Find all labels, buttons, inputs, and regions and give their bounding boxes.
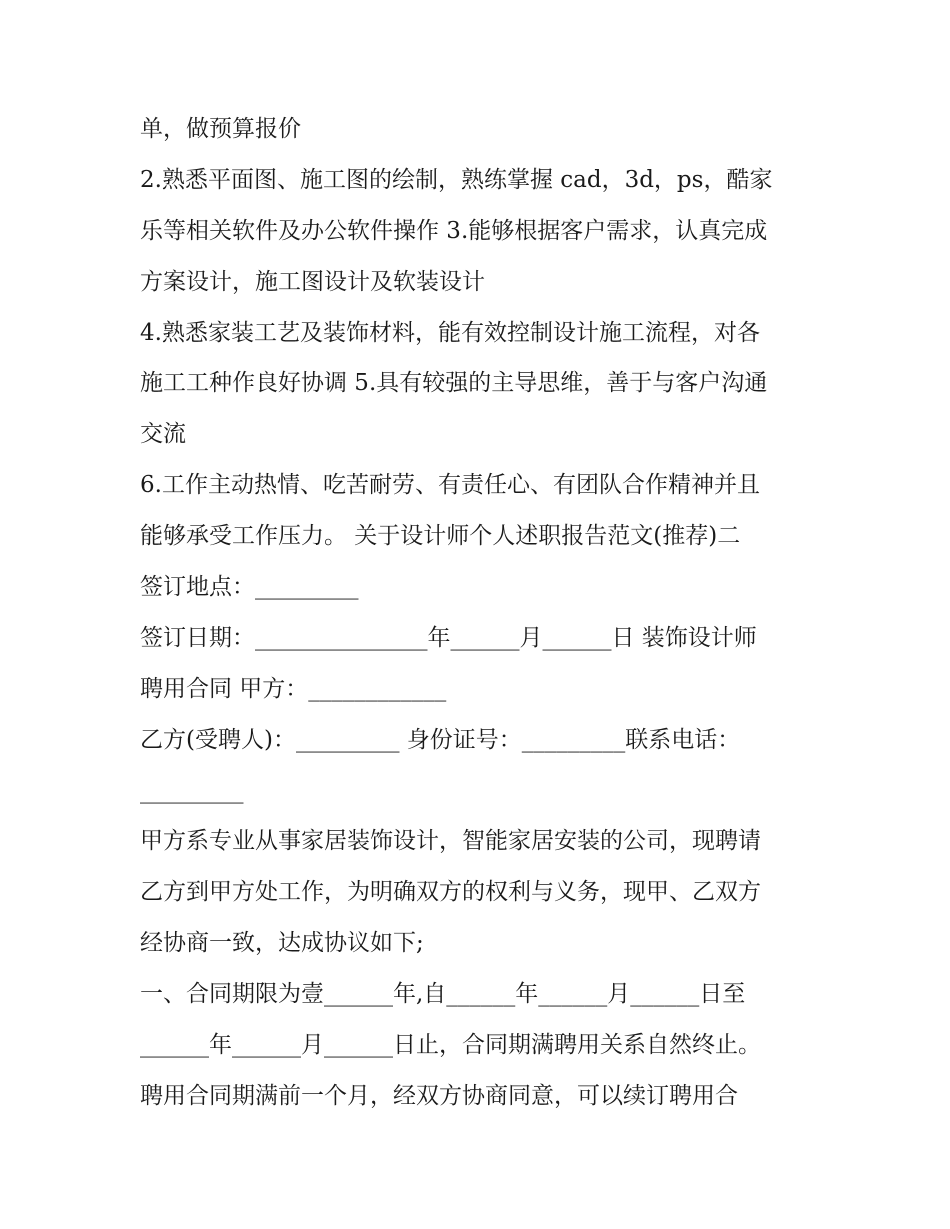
text-line: 6.工作主动热情、吃苦耐劳、有责任心、有团队合作精神并且	[140, 472, 760, 499]
contract-term-line: 一、合同期限为壹______年,自______年______月______日至	[140, 981, 746, 1008]
text-line: 交流	[140, 421, 186, 448]
phone-blank-line: _________	[140, 777, 244, 804]
text-line: 经协商一致，达成协议如下;	[140, 930, 424, 957]
signing-date-line: 签订日期：_______________年______月______日 装饰设计师	[140, 624, 757, 651]
party-a-line: 聘用合同 甲方：____________	[140, 675, 447, 702]
text-line: 2.熟悉平面图、施工图的绘制，熟练掌握 cad，3d，ps，酷家	[140, 166, 773, 193]
text-line: 乙方到甲方处工作，为明确双方的权利与义务，现甲、乙双方	[140, 879, 761, 906]
text-line: 聘用合同期满前一个月，经双方协商同意，可以续订聘用合	[140, 1082, 738, 1109]
text-line: 甲方系专业从事家居装饰设计，智能家居安装的公司，现聘请	[140, 828, 761, 855]
text-line: 乐等相关软件及办公软件操作 3.能够根据客户需求，认真完成	[140, 217, 768, 244]
text-line: 能够承受工作压力。 关于设计师个人述职报告范文(推荐)二	[140, 523, 741, 550]
document-body	[140, 104, 830, 1122]
text-line: 施工工种作良好协调 5.具有较强的主导思维，善于与客户沟通	[140, 370, 768, 397]
text-line: 4.熟悉家装工艺及装饰材料，能有效控制设计施工流程，对各	[140, 319, 760, 346]
contract-term-line: ______年______月______日止，合同期满聘用关系自然终止。	[140, 1032, 761, 1059]
signing-place-line: 签订地点：_________	[140, 574, 359, 601]
text-line: 单，做预算报价	[140, 116, 301, 142]
text-line: 方案设计，施工图设计及软装设计	[140, 268, 485, 295]
party-b-line: 乙方(受聘人)：_________ 身份证号：_________联系电话：	[140, 726, 741, 753]
